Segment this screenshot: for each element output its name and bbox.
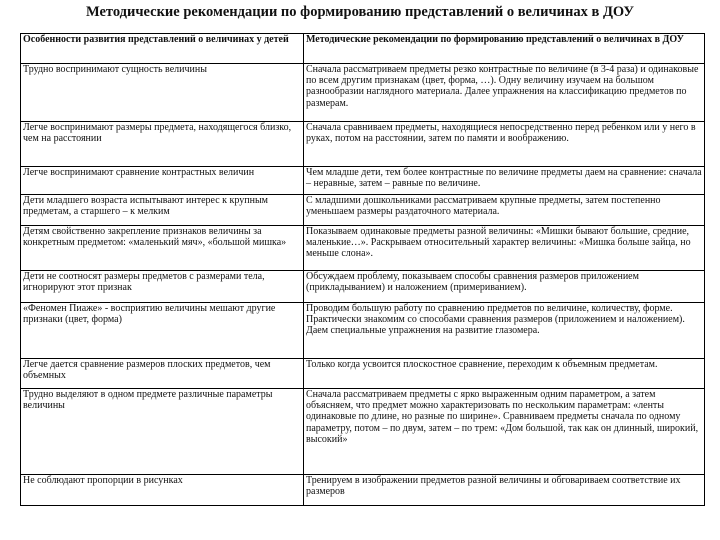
page-title: Методические рекомендации по формированию представлений о величинах в ДОУ — [85, 4, 635, 20]
recommendation-cell: Показываем одинаковые предметы разной величины: «Мишки бывают большие, средние, маленькие…». Раскрываем относительный характер величины: «Мишка больше зайца, но меньше слона». — [304, 226, 705, 271]
table-row — [21, 195, 705, 226]
table-row — [21, 389, 705, 475]
table-header-row — [21, 34, 705, 64]
recommendation-cell: Обсуждаем проблему, показываем способы сравнения размеров приложением (прикладыванием) и наложением (примериванием). — [304, 271, 705, 303]
feature-cell: Дети младшего возраста испытывают интерес к крупным предметам, а старшего – к мелким — [21, 195, 304, 226]
feature-cell: «Феномен Пиаже» - восприятию величины мешают другие признаки (цвет, форма) — [21, 303, 304, 359]
header-recommendations-cell: Методические рекомендации по формированию представлений о величинах в ДОУ — [304, 34, 705, 64]
feature-cell: Дети не соотносят размеры предметов с размерами тела, игнорируют этот признак — [21, 271, 304, 303]
table-row — [21, 303, 705, 359]
table-row — [21, 359, 705, 389]
feature-cell: Легче дается сравнение размеров плоских предметов, чем объемных — [21, 359, 304, 389]
recommendation-cell: Сначала сравниваем предметы, находящиеся непосредственно перед ребенком или у него в руках, потом на расстоянии, затем по памяти и воображению. — [304, 122, 705, 167]
recommendation-cell: Только когда усвоится плоскостное сравнение, переходим к объемным предметам. — [304, 359, 705, 389]
feature-cell: Легче воспринимают размеры предмета, находящегося близко, чем на расстоянии — [21, 122, 304, 167]
table-row — [21, 64, 705, 122]
feature-cell: Легче воспринимают сравнение контрастных величин — [21, 167, 304, 195]
table-row — [21, 122, 705, 167]
feature-cell: Детям свойственно закрепление признаков величины за конкретным предметом: «маленький мяч», «большой мишка» — [21, 226, 304, 271]
feature-cell: Трудно выделяют в одном предмете различные параметры величины — [21, 389, 304, 475]
recommendation-cell: Проводим большую работу по сравнению предметов по величине, количеству, форме. Практически знакомим со способами сравнения размеров (приложением и наложением). Даем специальные упражнения на развитие глазомера. — [304, 303, 705, 359]
recommendation-cell: Чем младше дети, тем более контрастные по величине предметы даем на сравнение: сначала – неравные, затем – равные по величине. — [304, 167, 705, 195]
feature-cell: Трудно воспринимают сущность величины — [21, 64, 304, 122]
table-row — [21, 226, 705, 271]
feature-cell: Не соблюдают пропорции в рисунках — [21, 475, 304, 506]
header-features-cell: Особенности развития представлений о величинах у детей — [21, 34, 304, 64]
table-row — [21, 475, 705, 506]
table-row — [21, 167, 705, 195]
recommendation-cell: Сначала рассматриваем предметы с ярко выраженным одним параметром, а затем объясняем, что предмет можно характеризовать по нескольким параметрам: «ленты одинаковые по длине, но разные по ширине». Сравниваем предметы сначала по одному параметру, потом – по двум, затем – по трем: «Дом большой, так как он длинный, широкий, высокий» — [304, 389, 705, 475]
recommendation-cell: Тренируем в изображении предметов разной величины и обговариваем соответствие их размеров — [304, 475, 705, 506]
recommendation-cell: С младшими дошкольниками рассматриваем крупные предметы, затем постепенно уменьшаем размеры раздаточного материала. — [304, 195, 705, 226]
recommendation-cell: Сначала рассматриваем предметы резко контрастные по величине (в 3-4 раза) и одинаковые по всем другим признакам (цвет, форма, …). Одну величину изучаем на большом разнообразии наглядного материала. Далее упражнения на классификацию предметов по размерам. — [304, 64, 705, 122]
table-row — [21, 271, 705, 303]
recommendations-table — [20, 33, 705, 506]
